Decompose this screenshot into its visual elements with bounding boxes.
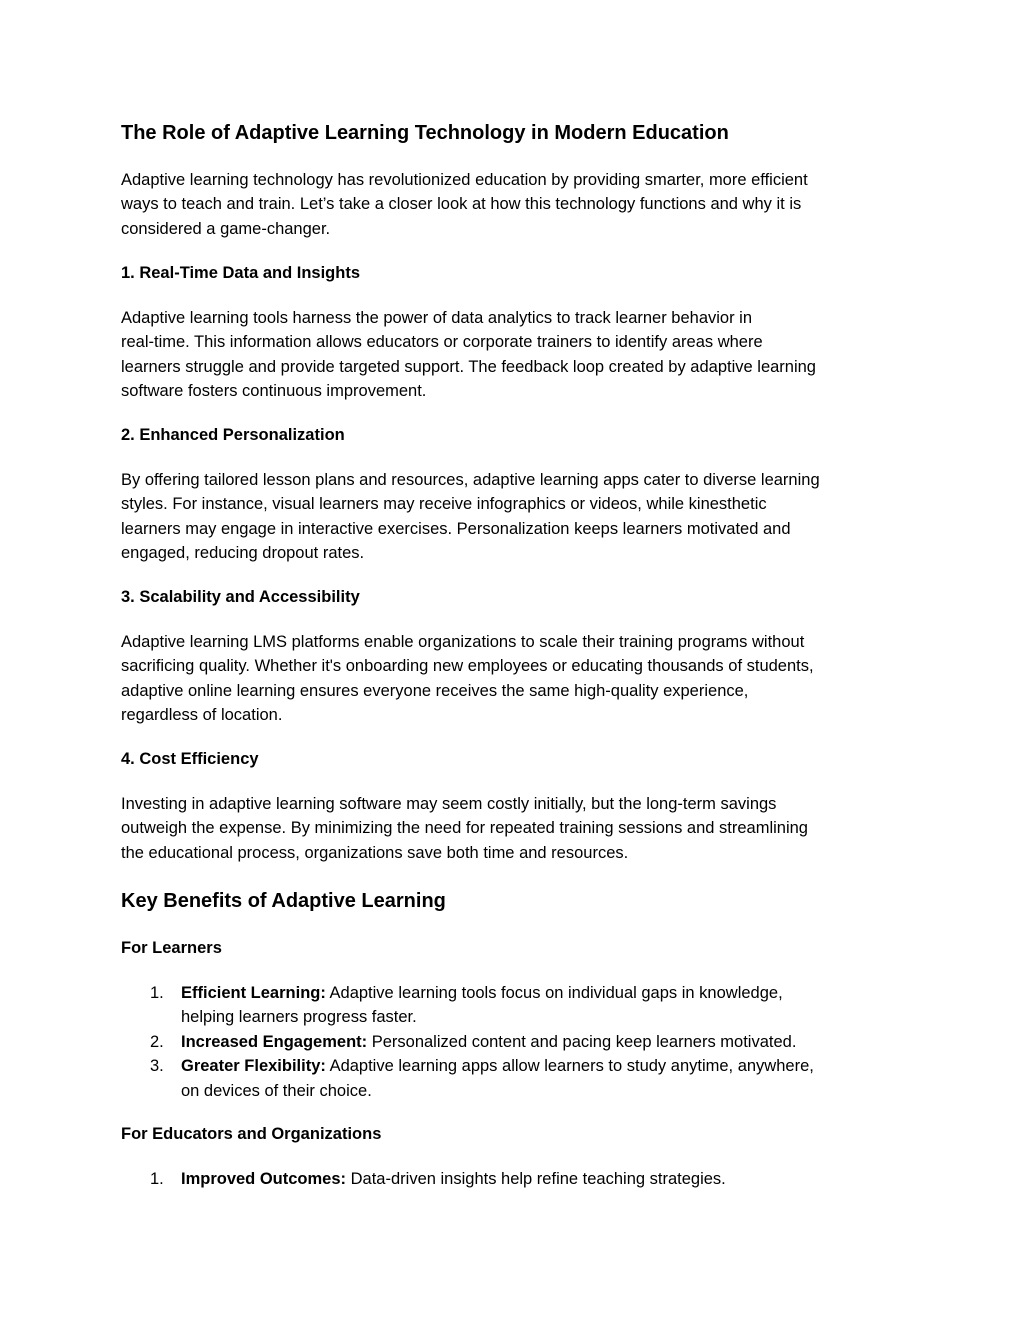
list-number: 2. <box>150 1032 164 1051</box>
list-item-text: Adaptive learning apps allow learners to study anytime, anywhere, <box>325 1057 814 1076</box>
list-item-body <box>181 1167 906 1191</box>
section-heading-real-time-data: 1. Real-Time Data and Insights <box>121 264 361 282</box>
list-item-label: Increased Engagement: <box>181 1032 368 1051</box>
intro-line: considered a game-changer. <box>121 219 331 238</box>
list-item <box>121 981 906 1030</box>
list-item-body <box>181 1054 906 1103</box>
paragraph-line: the educational process, organizations save both time and resources. <box>121 843 629 862</box>
section-heading-cost-efficiency: 4. Cost Efficiency <box>121 750 259 768</box>
paragraph-line: software fosters continuous improvement. <box>121 382 427 401</box>
list-item-text: Personalized content and pacing keep learners motivated. <box>367 1032 797 1051</box>
list-item-body <box>181 981 906 1030</box>
list-item-text: Data-driven insights help refine teaching strategies. <box>346 1170 726 1188</box>
benefits-title: Key Benefits of Adaptive Learning <box>121 890 446 912</box>
educators-heading: For Educators and Organizations <box>121 1125 382 1143</box>
paragraph-line: Adaptive learning LMS platforms enable organizations to scale their training programs without <box>121 633 805 651</box>
section-paragraph-real-time-data <box>121 306 906 404</box>
paragraph-line: Adaptive learning tools harness the power of data analytics to track learner behavior in <box>121 309 753 327</box>
list-item-label: Efficient Learning: <box>181 984 326 1002</box>
list-item-body <box>181 1030 906 1054</box>
section-heading-personalization: 2. Enhanced Personalization <box>121 426 345 444</box>
paragraph-line: learners may engage in interactive exercises. Personalization keeps learners motivated and <box>121 519 791 538</box>
paragraph-line: regardless of location. <box>121 706 283 725</box>
list-item-label: Improved Outcomes: <box>181 1170 347 1188</box>
paragraph-line: By offering tailored lesson plans and resources, adaptive learning apps cater to diverse learning <box>121 471 820 489</box>
list-item <box>121 1167 906 1191</box>
paragraph-line: learners struggle and provide targeted support. The feedback loop created by adaptive learning <box>121 357 816 376</box>
paragraph-line: styles. For instance, visual learners may receive infographics or videos, while kinesthetic <box>121 495 767 514</box>
intro-line: Adaptive learning technology has revolutionized education by providing smarter, more efficient <box>121 171 808 189</box>
paragraph-line: real-time. This information allows educators or corporate trainers to identify areas where <box>121 333 763 352</box>
section-paragraph-cost-efficiency <box>121 792 906 865</box>
paragraph-line: outweigh the expense. By minimizing the need for repeated training sessions and streamlining <box>121 819 808 838</box>
intro-line: ways to teach and train. Let’s take a closer look at how this technology functions and why it is <box>121 195 802 214</box>
intro-paragraph <box>121 168 906 241</box>
list-number: 1. <box>150 1170 164 1188</box>
section-paragraph-personalization <box>121 468 906 566</box>
paragraph-line: Investing in adaptive learning software may seem costly initially, but the long-term savings <box>121 795 777 813</box>
learners-heading: For Learners <box>121 939 222 957</box>
section-heading-scalability: 3. Scalability and Accessibility <box>121 588 360 606</box>
list-item-label: Greater Flexibility: <box>181 1057 326 1076</box>
list-item-text: helping learners progress faster. <box>181 1008 417 1027</box>
list-item <box>121 1054 906 1103</box>
paragraph-line: engaged, reducing dropout rates. <box>121 544 365 563</box>
list-item <box>121 1030 906 1054</box>
paragraph-line: adaptive online learning ensures everyone receives the same high-quality experience, <box>121 681 749 700</box>
list-number: 3. <box>150 1057 164 1076</box>
list-number: 1. <box>150 984 164 1002</box>
list-item-text: Adaptive learning tools focus on individual gaps in knowledge, <box>325 984 783 1002</box>
paragraph-line: sacrificing quality. Whether it's onboarding new employees or educating thousands of students, <box>121 657 814 676</box>
section-paragraph-scalability <box>121 630 906 728</box>
list-item-text: on devices of their choice. <box>181 1081 372 1100</box>
page-title: The Role of Adaptive Learning Technology in Modern Education <box>121 122 729 144</box>
